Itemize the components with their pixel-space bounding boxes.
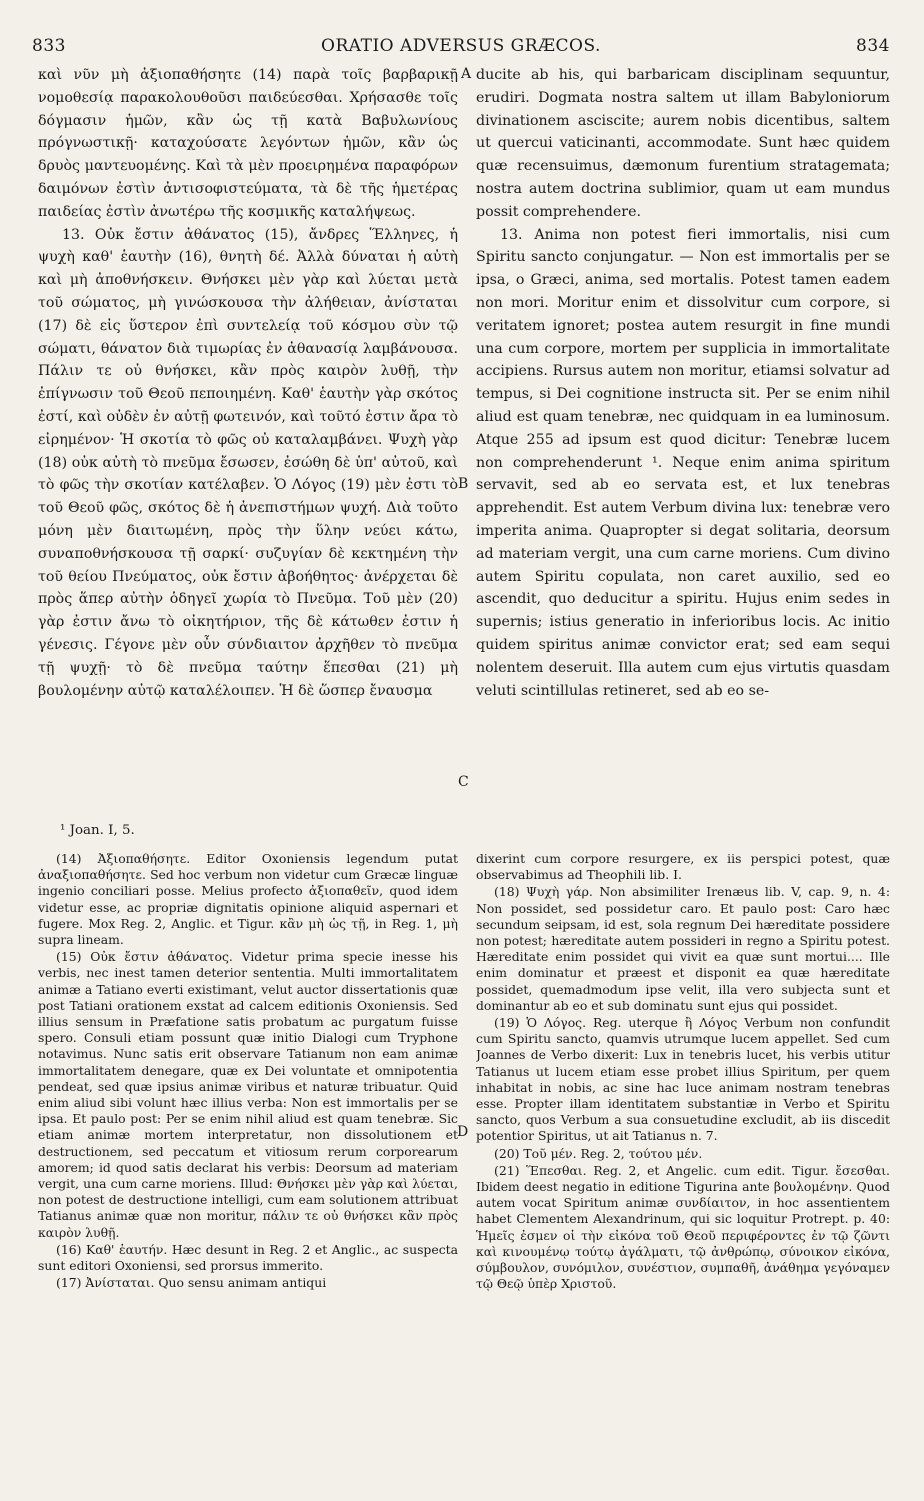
latin-paragraph-2: 13. Anima non potest fieri immortalis, nisi cum Spiritu sancto conjungatur. — Non est immortalis per se ipsa, o Græci, anima, sed mortalis. Potest tamen eadem non mori. Moritur enim et dissolvitur cum corpore, si veritatem ignoret; postea autem resurgit in fine mundi una cum corpore, mortem per supplicia in immortalitate accipiens. Rursus autem non moritur, etiamsi solvatur ad tempus, si Dei cognitione instructa sit. Per se enim nihil aliud est quam tenebræ, nec quidquam in ea luminosum. Atque 255 ad ipsum est quod dicitur: Tenebræ lucem non comprehenderunt ¹. Neque enim anima spiritum servavit, sed ab eo servata est, et lux tenebras apprehendit. Est autem Verbum divina lux: tenebræ vero imperita anima. Quapropter si degat solitaria, deorsum ad materiam vergit, una cum carne moriens. Cum divino autem Spiritu copulata, non caret auxilio, sed eo ascendit, quo deducitur a spiritu. Hujus enim sedes in supernis; istius generatio in inferioribus locis. Ac initio quidem spiritus animæ convictor erat; sed eam sequi nolentem deseruit. Illa autem cum ejus virtutis quasdam veluti scintillulas retineret, sed ab eo se-	[476, 226, 890, 699]
note-16: (16) Καθ' ἑαυτήν. Hæc desunt in Reg. 2 et Anglic., ac suspecta sunt editori Oxoniensi, sed prorsus immerito.	[38, 1241, 458, 1274]
footnote: ¹ Joan. I, 5.	[60, 823, 135, 838]
page-number-right: 834	[856, 36, 890, 56]
note-18: (18) Ψυχὴ γάρ. Non absimiliter Irenæus lib. V, cap. 9, n. 4: Non possidet, sed possidetur caro. Et paulo post: Caro hæc secundum seipsam, id est, sola regnum Dei hæreditate possidere non potest; hæreditate autem possideri in regno a Spiritu potest. Hæreditate enim possidet qui vivit ea quæ sunt mortui.... Ille enim dominatur et præest et disponit ea quæ hæreditate possidet, quemadmodum ipse velit, illa vero subjecta sunt et dominantur ab eo et sub dominatu sunt ejus qui possidet.	[476, 884, 890, 1013]
notes-right-column	[476, 851, 890, 1293]
margin-marker-a: A	[461, 66, 472, 82]
note-21: (21) Ἕπεσθαι. Reg. 2, et Angelic. cum edit. Tigur. ἔσεσθαι. Ibidem deest negatio in editione Tigurina ante βουλομένην. Quod autem vocat Spiritum animæ συνδίαιτον, in hoc assentientem habet Clementem Alexandrinum, qui sic loquitur Protrept. p. 40: Ἡμεῖς ἐσμεν οἱ τὴν εἰκόνα τοῦ Θεοῦ περιφέροντες ἐν τῷ ζῶντι καὶ κινουμένῳ τούτῳ ἀγάλματι, τῷ ἀνθρώπῳ, σύνοικον εἰκόνα, σύμβουλον, συνόμιλον, συνέστιον, συμπαθῆ, ἀνάθημα γεγόναμεν τῷ Θεῷ ὑπὲρ Χριστοῦ.	[476, 1162, 890, 1292]
greek-paragraph-1: καὶ νῦν μὴ ἀξιοπαθήσητε (14) παρὰ τοῖς βαρβαρικῇ νομοθεσίᾳ παρακολουθοῦσι παιδεύεσθαι. Χρήσασθε τοῖς δόγμασιν ἡμῶν, κἂν ὡς τῇ κατὰ Βαβυλωνίους πρόγνωστικῇ· καταχούσατε λεγόντων ἡμῶν, κἂν ὡς δρυὸς μαντευομένης. Καὶ τὰ μὲν προειρημένα παραφόρων δαιμόνων ἐστὶν ἀντισοφιστεύματα, τὰ δὲ τῆς ἡμετέρας παιδείας ἐστὶν ἀνωτέρω τῆς κοσμικῆς καταλήψεως.	[38, 67, 458, 220]
margin-marker-d: D	[457, 1124, 469, 1140]
note-17: (17) Ἀνίσταται. Quo sensu animam antiqui	[56, 1275, 327, 1291]
note-19: (19) Ὁ Λόγος. Reg. uterque ἢ Λόγος Verbum non confundit cum Spiritu sancto, quamvis utrumque lucem appellet. Sed cum Joannes de Verbo dixerit: Lux in tenebris lucet, his verbis utitur Tatianus ut lucem etiam esse probet illius Spiritum, per quem inhabitat in nobis, ac sine hac luce animam nostram tenebras esse. Propter illam identitatem substantiæ in Verbo et Spiritu sancto, quos Verbum a sua consuetudine excludit, ab iis discedit potentior Spiritus, ut ait Tatianus n. 7.	[476, 1015, 890, 1144]
margin-marker-c: C	[458, 774, 469, 790]
page-title: ORATIO ADVERSUS GRÆCOS.	[321, 36, 601, 56]
note-20: (20) Τοῦ μέν. Reg. 2, τούτου μέν.	[494, 1145, 703, 1161]
note-17-continued: dixerint cum corpore resurgere, ex iis perspici potest, quæ observabimus ad Theophili lib. I.	[476, 851, 890, 883]
running-head	[32, 36, 890, 58]
note-15: (15) Οὐκ ἔστιν ἀθάνατος. Videtur prima specie inesse his verbis, nec inest tamen deterior sententia. Multi immortalitatem animæ a Tatiano everti existimant, velut auctor dissertationis quæ post Tatiani orationem exstat ad calcem editionis Oxoniensis. Sed illius sensum in Præfatione satis probatum ac purgatum fuisse spero. Consuli etiam possunt quæ initio Dialogi cum Tryphone notavimus. Nunc satis erit observare Tatianum non eam animæ immortalitatem denegare, quæ ex Dei voluntate et omnipotentia pendeat, sed quæ ipsius animæ viribus et naturæ tribuatur. Quid enim aliud sibi volunt hæc illius verba: Non est immortalis per se ipsa. Et paulo post: Per se enim nihil aliud est quam tenebræ. Sic etiam animæ mortem interpretatur, non dissolutionem et destructionem, sed peccatum et vitiosum rerum corporearum amorem; id quod satis declarat his verbis: Deorsum ad materiam vergit, una cum carne moriens. Illud: Θνήσκει μὲν γὰρ καὶ λύεται, non potest de destructione intelligi, cum eam solutionem attribuat Tatianus animæ quæ non moritur, πάλιν τε οὐ θνήσκει κἂν πρὸς καιρὸν λυθῇ.	[38, 949, 458, 1240]
page-number-left: 833	[32, 36, 66, 56]
note-14: (14) Ἀξιοπαθήσητε. Editor Oxoniensis legendum putat ἀναξιοπαθήσητε. Sed hoc verbum non videtur cum Græcæ linguæ ingenio conciliari posse. Melius profecto ἀξιοπαθεῖν, quod idem videtur esse, ac propriæ dignitatis opinione aliquid aspernari et fugere. Mox Reg. 2, Anglic. et Tigur. κἂν μὴ ὡς τῇ, in Reg. 1, μὴ supra lineam.	[38, 851, 458, 948]
greek-paragraph-2: 13. Οὐκ ἔστιν ἀθάνατος (15), ἄνδρες Ἕλληνες, ἡ ψυχὴ καθ' ἑαυτὴν (16), θνητὴ δέ. Ἀλλὰ δύναται ἡ αὐτὴ καὶ μὴ ἀποθνήσκειν. Θνήσκει μὲν γὰρ καὶ λύεται μετὰ τοῦ σώματος, μὴ γινώσκουσα τὴν ἀλήθειαν, ἀνίσταται (17) δὲ εἰς ὕστερον ἐπὶ συντελείᾳ τοῦ κόσμου σὺν τῷ σώματι, θάνατον διὰ τιμωρίας ἐν ἀθανασίᾳ λαμβάνουσα. Πάλιν τε οὐ θνήσκει, κἂν πρὸς καιρὸν λυθῇ, τὴν ἐπίγνωσιν τοῦ Θεοῦ πεποιημένη. Καθ' ἑαυτὴν γὰρ σκότος ἐστί, καὶ οὐδὲν ἐν αὐτῇ φωτεινόν, καὶ τοῦτό ἐστιν ἄρα τὸ εἰρημένον· Ἡ σκοτία τὸ φῶς οὐ καταλαμβάνει. Ψυχὴ γὰρ (18) οὐκ αὐτὴ τὸ πνεῦμα ἔσωσεν, ἐσώθη δὲ ὑπ' αὐτοῦ, καὶ τὸ φῶς τὴν σκοτίαν κατέλαβεν. Ὁ Λόγος (19) μὲν ἐστι τὸ τοῦ Θεοῦ φῶς, σκότος δὲ ἡ ἀνεπιστήμων ψυχή. Διὰ τοῦτο μόνη μὲν διαιτωμένη, πρὸς τὴν ὕλην νεύει κάτω, συναποθνήσκουσα τῇ σαρκί· συζυγίαν δὲ κεκτημένη τὴν τοῦ θείου Πνεύματος, οὐκ ἔστιν ἀβοήθητος· ἀνέρχεται δὲ πρὸς ἅπερ αὐτὴν ὁδηγεῖ χωρία τὸ Πνεῦμα. Τοῦ μὲν (20) γὰρ ἐστιν ἄνω τὸ οἰκητήριον, τῆς δὲ κάτωθεν ἐστιν ἡ γένεσις. Γέγονε μὲν οὖν σύνδιαιτον ἀρχῆθεν τὸ πνεῦμα τῇ ψυχῇ· τὸ δὲ πνεῦμα ταύτην ἕπεσθαι (21) μὴ βουλομένην αὐτῷ καταλέλοιπεν. Ἡ δὲ ὥσπερ ἔναυσμα	[38, 226, 458, 699]
latin-paragraph-1: ducite ab his, qui barbaricam disciplinam sequuntur, erudiri. Dogmata nostra saltem ut illam Babyloniorum divinationem asciscite; aurem nobis dicentibus, saltem ut quercui vaticinanti, accommodate. Sunt hæc quidem quæ recensuimus, dæmonum furentium stratagemata; nostra autem doctrina sublimior, quam ut eam mundus possit comprehendere.	[476, 67, 890, 220]
margin-marker-b: B	[458, 476, 469, 492]
notes-left-column	[38, 851, 458, 1292]
greek-text-column	[38, 64, 458, 702]
latin-text-column	[476, 64, 890, 702]
